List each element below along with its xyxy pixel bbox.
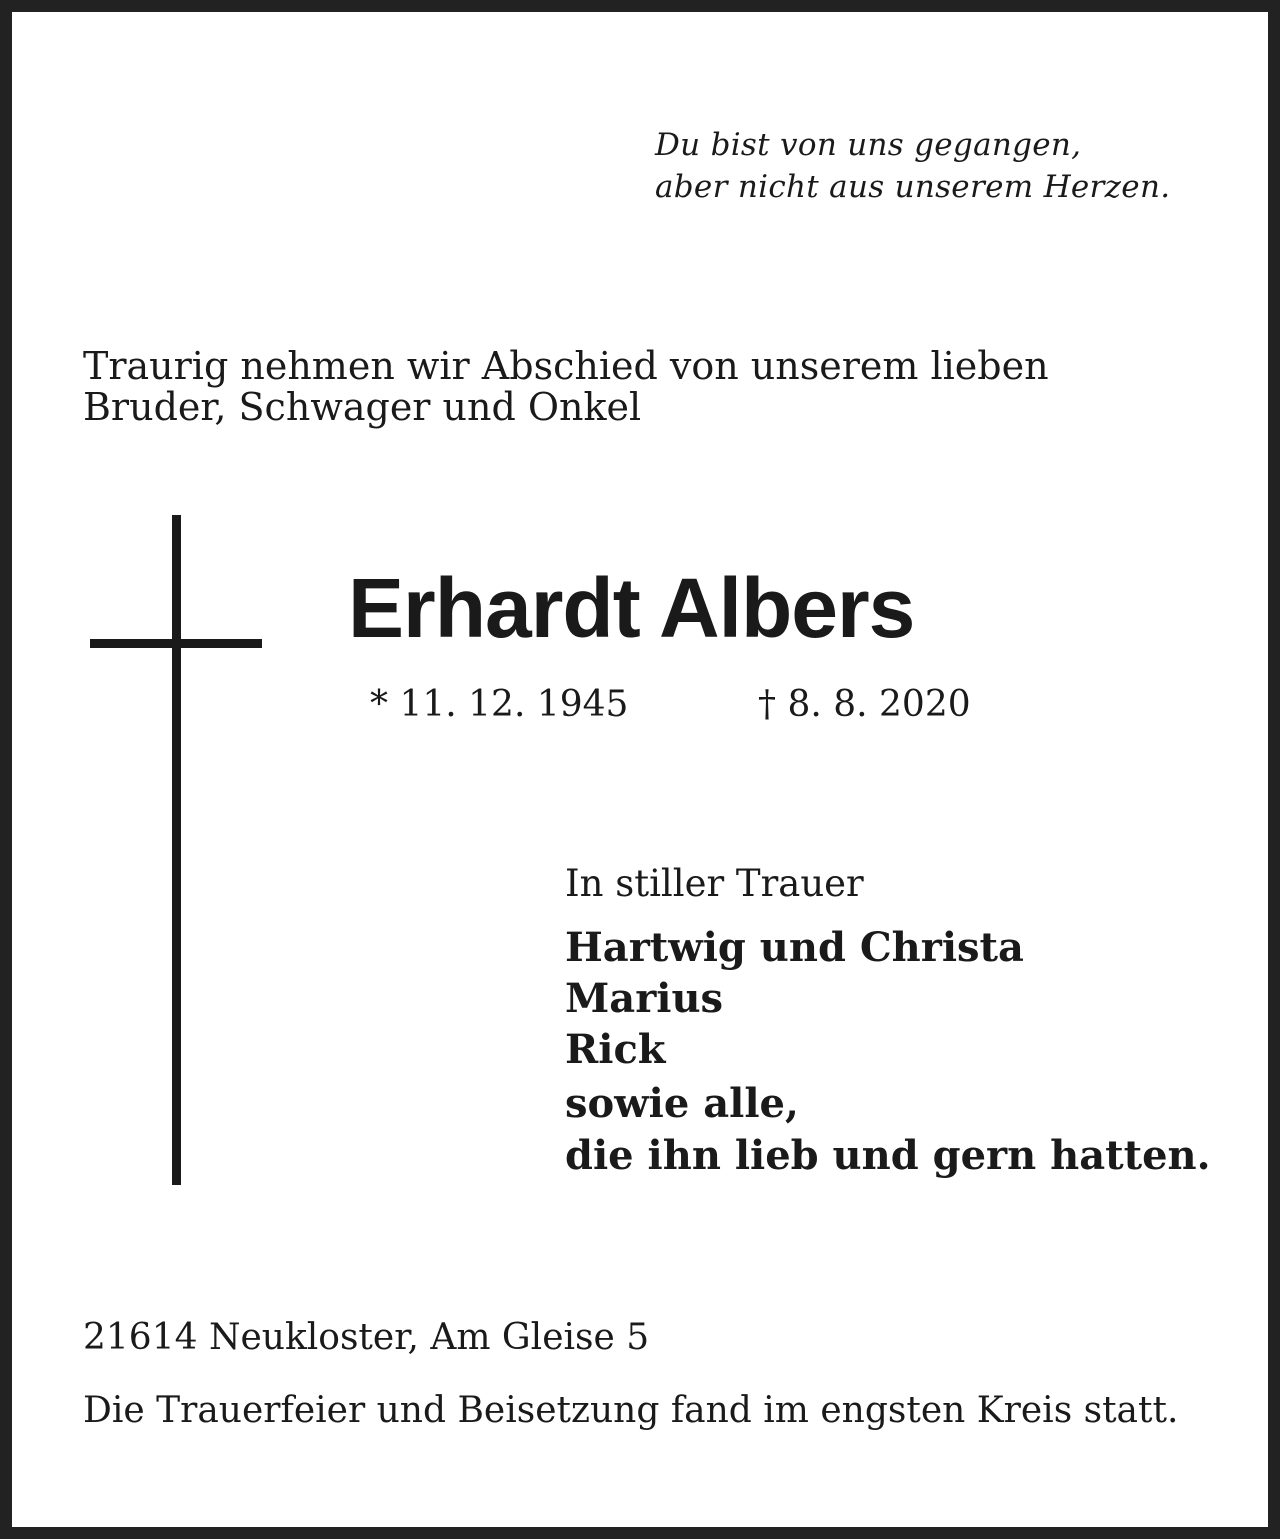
deceased-name: Erhardt Albers: [348, 561, 915, 655]
mourner-name: sowie alle,: [565, 1080, 799, 1127]
intro-line-2: Bruder, Schwager und Onkel: [83, 385, 642, 429]
birth-date: * 11. 12. 1945: [370, 684, 629, 725]
mourner-name: Marius: [565, 975, 724, 1022]
mourning-label: In stiller Trauer: [565, 862, 864, 905]
address: 21614 Neukloster, Am Gleise 5: [83, 1317, 650, 1358]
mourner-name: die ihn lieb und gern hatten.: [565, 1132, 1211, 1179]
ceremony-note: Die Trauerfeier und Beisetzung fand im engsten Kreis statt.: [83, 1390, 1179, 1431]
mourner-name: Rick: [565, 1026, 666, 1073]
quote-line-1: Du bist von uns gegangen,: [655, 127, 1082, 163]
quote-line-2: aber nicht aus unserem Herzen.: [655, 169, 1171, 205]
mourner-name: Hartwig und Christa: [565, 924, 1024, 971]
intro-line-1: Traurig nehmen wir Abschied von unserem lieben: [83, 344, 1049, 388]
cross-horizontal-bar: [90, 639, 262, 648]
cross-vertical-bar: [172, 515, 181, 1185]
death-date: † 8. 8. 2020: [758, 684, 971, 725]
